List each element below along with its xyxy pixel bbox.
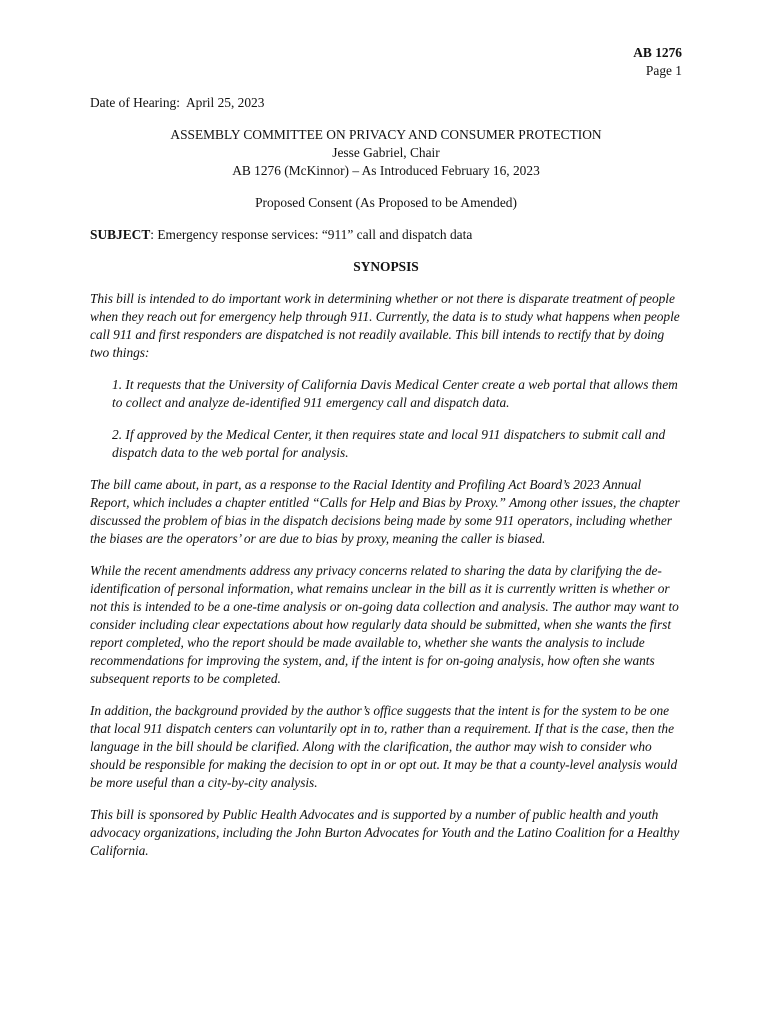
hearing-date-line bbox=[90, 94, 682, 112]
synopsis-paragraph: This bill is sponsored by Public Health Advocates and is supported by a number of public health and youth advocacy organizations, including the John Burton Advocates for Youth and the Latino Coalition for a Healthy California. bbox=[90, 807, 680, 858]
bill-line: AB 1276 (McKinnor) – As Introduced February 16, 2023 bbox=[232, 163, 540, 178]
list-item: 2. If approved by the Medical Center, it then requires state and local 911 dispatchers to submit call and dispatch data to the web portal for analysis. bbox=[112, 427, 666, 460]
committee-chair: Jesse Gabriel, Chair bbox=[332, 145, 440, 160]
consent-line: Proposed Consent (As Proposed to be Amended) bbox=[255, 195, 517, 210]
hearing-date: April 25, 2023 bbox=[185, 95, 265, 110]
committee-block bbox=[90, 126, 682, 180]
synopsis-heading: SYNOPSIS bbox=[353, 259, 419, 274]
committee-name: ASSEMBLY COMMITTEE ON PRIVACY AND CONSUMER PROTECTION bbox=[170, 127, 602, 142]
synopsis-paragraph: The bill came about, in part, as a response to the Racial Identity and Profiling Act Board’s 2023 Annual Report, which includes a chapter entitled “Calls for Help and Bias by Proxy.” Among other issues, the chapter discussed the problem of bias in the dispatch decisions being made by some 911 operators, including whether the biases are the operators’ or are due to bias by proxy, meaning the caller is biased. bbox=[90, 477, 680, 546]
subject-text: : Emergency response services: “911” call and dispatch data bbox=[150, 227, 473, 242]
list-item: 1. It requests that the University of California Davis Medical Center create a web portal that allows them to collect and analyze de-identified 911 emergency call and dispatch data. bbox=[112, 377, 678, 410]
synopsis-paragraph: In addition, the background provided by the author’s office suggests that the intent is for the system to be one that local 911 dispatch centers can voluntarily opt in to, rather than a requirement. If that is the case, then the language in the bill should be clarified. Along with the clarification, the author may wish to consider who should be responsible for making the decision to opt in or opt out. It may be that a county-level analysis would be more useful than a city-by-city analysis. bbox=[90, 703, 678, 790]
bill-id: AB 1276 bbox=[633, 45, 682, 60]
synopsis-paragraph: While the recent amendments address any privacy concerns related to sharing the data by clarifying the de-identification of personal information, what remains unclear in the bill as it is currently written is whether or not this is intended to be a one-time analysis or on-going data collection and analysis. The author may want to consider including clear expectations about how regularly data should be submitted, when she wants the first report completed, who the report should be made available to, whether she wants the analysis to include recommendations for improving the system, and, if the intent is for on-going analysis, how often she wants subsequent reports to be completed. bbox=[90, 563, 679, 686]
hearing-label: Date of Hearing: bbox=[90, 95, 180, 110]
synopsis-intro: This bill is intended to do important work in determining whether or not there is disparate treatment of people when they reach out for emergency help through 911. Currently, the data is to study what happens when people call 911 and first responders are dispatched is not readily available. This bill intends to rectify that by doing two things: bbox=[90, 291, 680, 360]
subject-label: SUBJECT bbox=[90, 227, 151, 242]
page-number: Page 1 bbox=[645, 63, 682, 78]
document-page bbox=[90, 44, 682, 860]
page-header bbox=[90, 44, 682, 80]
subject-line bbox=[90, 226, 682, 244]
